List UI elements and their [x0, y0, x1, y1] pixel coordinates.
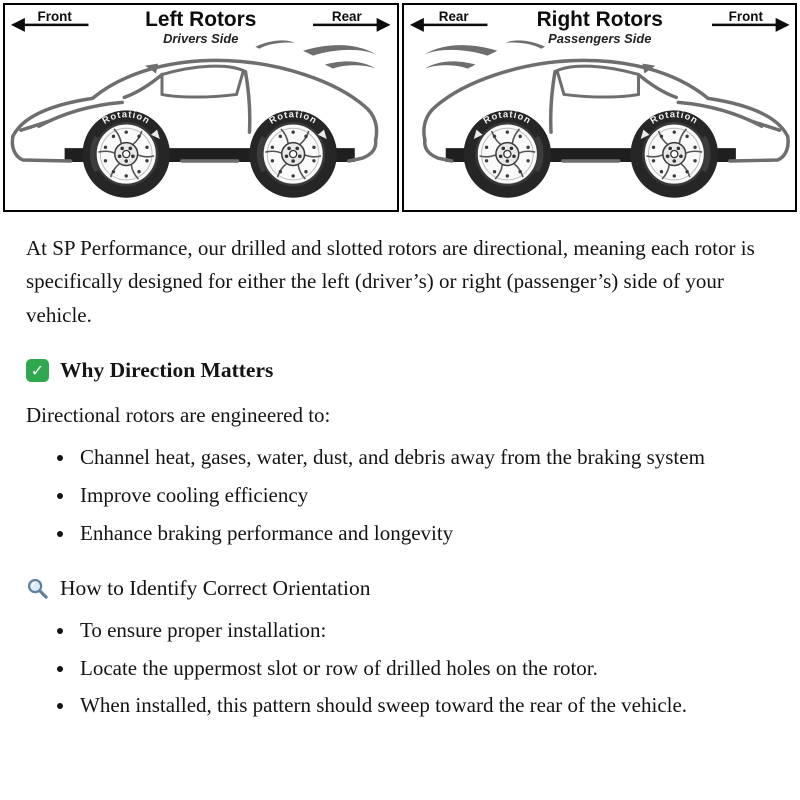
panel-title: Right Rotors	[536, 7, 663, 31]
article-body	[0, 212, 800, 723]
rotation-label: Rotation	[100, 108, 153, 126]
rotation-label: Rotation	[480, 108, 534, 126]
rear-label: Rear	[438, 8, 469, 24]
heading-identify-orientation	[26, 576, 774, 601]
magnifier-icon	[26, 577, 49, 600]
rotation-label: Rotation	[266, 108, 320, 126]
list-item: • Channel heat, gases, water, dust, and debris away from the braking system	[76, 441, 774, 475]
right-rotors-illustration	[404, 5, 796, 210]
list-item: • When installed, this pattern should sweep toward the rear of the vehicle.	[76, 689, 774, 723]
list-item: • Enhance braking performance and longevity	[76, 517, 774, 551]
panel-subtitle: Passengers Side	[547, 30, 651, 46]
heading-text: Why Direction Matters	[60, 358, 274, 383]
left-rotors-panel	[3, 3, 399, 212]
rear-arrow-head	[409, 18, 423, 32]
check-icon: ✓	[26, 359, 49, 382]
front-arrow-head	[775, 18, 789, 32]
list-item: • Locate the uppermost slot or row of drilled holes on the rotor.	[76, 652, 774, 686]
car-silhouette	[12, 40, 376, 197]
heading-text: How to Identify Correct Orientation	[60, 576, 371, 601]
why-benefits-list	[60, 441, 774, 550]
why-lead-text: Directional rotors are engineered to:	[26, 403, 331, 428]
right-rotors-panel	[402, 3, 798, 212]
left-rotors-illustration	[5, 5, 397, 210]
rear-arrow-head	[377, 18, 391, 32]
heading-why-direction-matters	[26, 358, 774, 383]
list-item: • Improve cooling efficiency	[76, 479, 774, 513]
panel-subtitle: Drivers Side	[163, 30, 239, 46]
front-label: Front	[37, 8, 72, 24]
panel-title: Left Rotors	[145, 7, 257, 31]
intro-paragraph: At SP Performance, our drilled and slotted rotors are directional, meaning each rotor is specifically designed for either the left (driver’s) or right (passenger’s) side of your vehicle.	[26, 235, 755, 327]
front-label: Front	[728, 8, 763, 24]
orientation-steps-list	[60, 614, 774, 723]
rotor-direction-diagram	[0, 0, 800, 212]
front-arrow-head	[11, 18, 25, 32]
car-silhouette-mirrored	[423, 40, 787, 197]
rear-label: Rear	[331, 8, 362, 24]
rotation-label: Rotation	[647, 108, 701, 126]
list-item: • To ensure proper installation:	[76, 614, 774, 648]
